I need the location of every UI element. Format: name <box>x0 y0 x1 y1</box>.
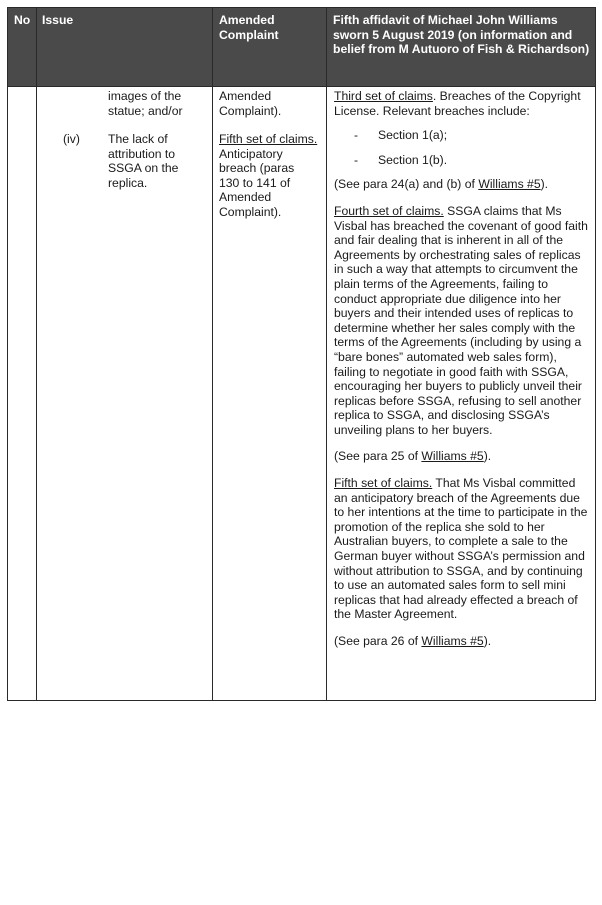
header-amended-complaint: Amended Complaint <box>219 13 279 42</box>
fifth-claims-text: That Ms Visbal committed an anticipatory breach of the Agreements due to her intentions at the time to participate in the promotion of the replica she sold to her Australian buyers, to complete a sale to the German buyer without SSGA’s permission and without attribution to SSGA, and by continuing to use an automated sales form to sell mini replicas that had already effected a breach of the Master Agreement. <box>334 476 588 622</box>
fourth-claims-heading: Fourth set of claims. <box>334 203 444 218</box>
williams-5-link[interactable]: Williams #5 <box>421 634 484 648</box>
issue-item-text: The lack of attribution to SSGA on the replica. <box>108 132 179 190</box>
list-item <box>334 153 592 168</box>
list-item <box>334 128 592 143</box>
claims-table <box>7 7 596 701</box>
third-claims-paragraph <box>334 89 592 118</box>
table-header <box>8 8 595 86</box>
third-claims-heading: Third set of claims <box>334 89 433 103</box>
reference-text: ). <box>540 177 549 192</box>
reference-text: ). <box>483 634 492 648</box>
issue-continued-text: images of the statue; and/or <box>108 89 183 118</box>
reference-text: (See para 24(a) and (b) of <box>334 177 479 192</box>
column-divider <box>212 8 213 700</box>
fourth-claims-text: SSGA claims that Ms Visbal has breached the covenant of good faith and fair dealing that is inherent in all of the Agreements by orchestrating sales of replicas in such a way that attempts to circumvent the plain terms of the Agreements, failing to conduct appropriate due diligence into her buyers and their intended uses of replicas to determine whether her sales comply with the terms of the Agreements (including by using a “bare bones” automated web sales form), failing to negotiate in good faith with SSGA, encouraging her buyers to publicly unveil their replicas before SSGA, refusing to sell another replica to SSGA, and disclosing SSGA’s unveiling plans to her buyers. <box>334 203 588 437</box>
fifth-claims-heading: Fifth set of claims. <box>334 476 433 491</box>
amended-fifth-heading: Fifth set of claims. <box>219 132 318 146</box>
header-issue: Issue <box>42 13 74 27</box>
bullet-text: Section 1(b). <box>378 152 448 167</box>
header-divider <box>8 86 595 87</box>
reference-text: ). <box>483 449 492 464</box>
dash-bullet-icon: - <box>354 152 359 167</box>
fourth-claims-reference <box>334 449 592 464</box>
third-claims-reference <box>334 177 592 192</box>
fifth-claims-reference <box>334 634 592 649</box>
reference-text: (See para 26 of <box>334 634 422 648</box>
williams-5-link[interactable]: Williams #5 <box>478 177 541 192</box>
williams-5-link[interactable]: Williams #5 <box>421 449 484 464</box>
affidavit-content <box>334 89 592 649</box>
header-no: No <box>14 13 31 27</box>
amended-fifth-text: Anticipatory breach (paras 130 to 141 of Amended Complaint). <box>219 146 295 219</box>
dash-bullet-icon: - <box>354 128 359 143</box>
amended-continued-text: Amended Complaint). <box>219 89 282 118</box>
column-divider <box>36 8 37 700</box>
fifth-claims-paragraph <box>334 476 592 622</box>
header-affidavit: Fifth affidavit of Michael John Williams sworn 5 August 2019 (on information and belief from M Autuoro of Fish & Richardson) <box>333 13 590 56</box>
third-claims-text: . Breaches of the Copyright License. Relevant breaches include: <box>334 89 581 118</box>
issue-item-number: (iv) <box>63 132 80 146</box>
column-divider <box>326 8 327 700</box>
reference-text: (See para 25 of <box>334 449 422 464</box>
bullet-text: Section 1(a); <box>378 128 448 143</box>
fourth-claims-paragraph <box>334 204 592 438</box>
amended-fifth-claim <box>219 132 323 220</box>
